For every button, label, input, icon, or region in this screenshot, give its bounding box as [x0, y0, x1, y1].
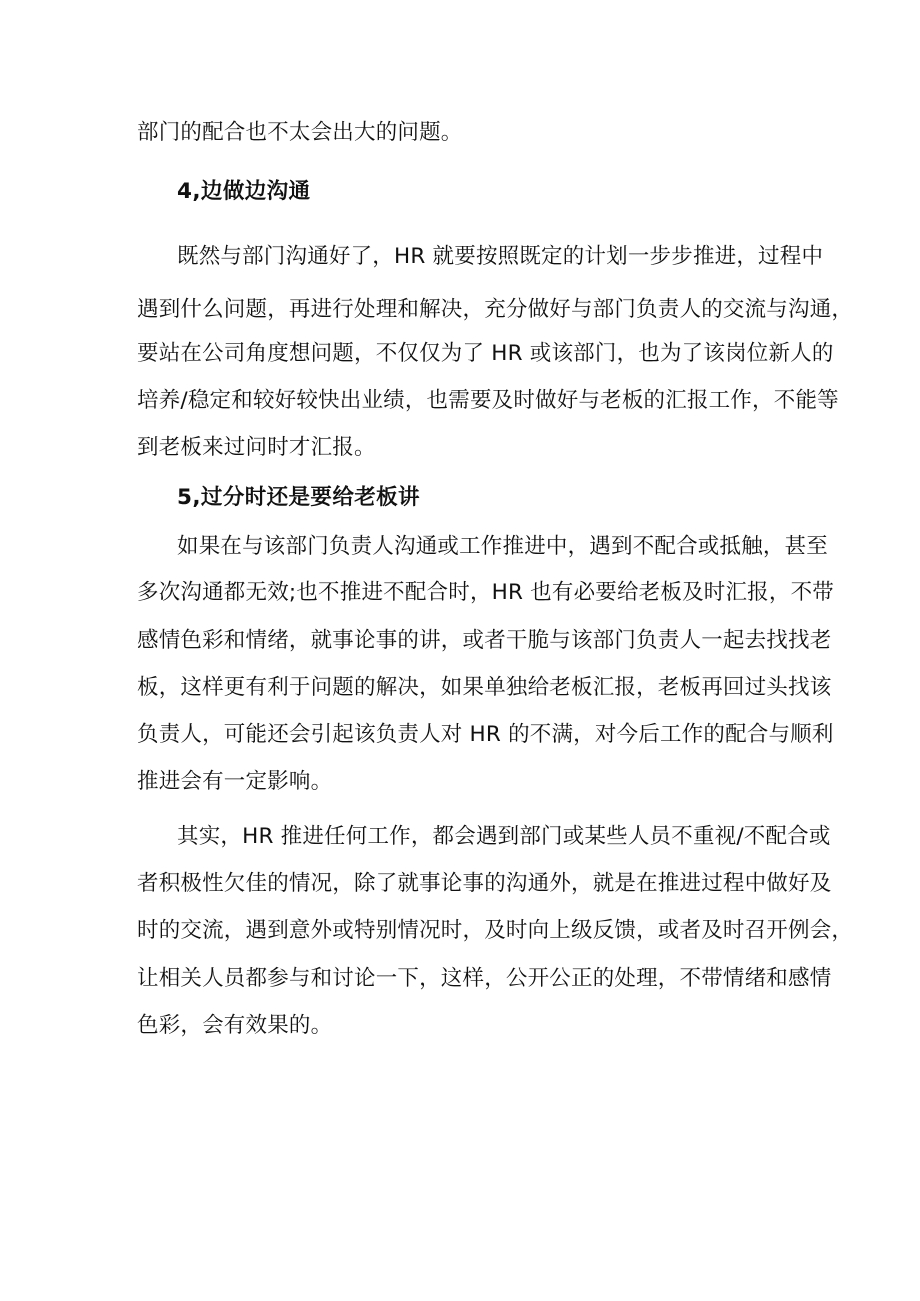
- section-5-paragraph-line: 多次沟通都无效;也不推进不配合时，HR 也有必要给老板及时汇报，不带: [137, 580, 834, 605]
- closing-paragraph-line: 其实，HR 推进任何工作，都会遇到部门或某些人员不重视/不配合或: [177, 824, 831, 849]
- section-4-heading: 4,边做边沟通: [177, 179, 311, 204]
- closing-paragraph-line: 时的交流，遇到意外或特别情况时，及时向上级反馈，或者及时召开例会，: [137, 918, 854, 943]
- section-4-paragraph-line: 到老板来过问时才汇报。: [137, 435, 376, 460]
- section-5-heading: 5,过分时还是要给老板讲: [177, 485, 420, 510]
- section-4-paragraph-line: 既然与部门沟通好了，HR 就要按照既定的计划一步步推进，过程中: [177, 244, 824, 269]
- closing-paragraph-line: 者积极性欠佳的情况，除了就事论事的沟通外，就是在推进过程中做好及: [137, 871, 832, 896]
- section-5-paragraph-line: 推进会有一定影响。: [137, 769, 333, 794]
- section-4-paragraph-line: 要站在公司角度想问题，不仅仅为了 HR 或该部门，也为了该岗位新人的: [137, 341, 834, 366]
- section-5-paragraph-line: 感情色彩和情绪，就事论事的讲，或者干脆与该部门负责人一起去找找老: [137, 628, 832, 653]
- section-4-paragraph-line: 培养/稳定和较好较快出业绩，也需要及时做好与老板的汇报工作，不能等: [137, 388, 839, 413]
- closing-paragraph-line: 色彩，会有效果的。: [137, 1013, 333, 1038]
- section-5-paragraph-line: 如果在与该部门负责人沟通或工作推进中，遇到不配合或抵触，甚至: [177, 534, 829, 559]
- section-4-paragraph-line: 遇到什么问题，再进行处理和解决，充分做好与部门负责人的交流与沟通，: [137, 297, 854, 322]
- intro-paragraph-line: 部门的配合也不太会出大的问题。: [137, 120, 463, 145]
- section-5-paragraph-line: 板，这样更有利于问题的解决，如果单独给老板汇报，老板再回过头找该: [137, 675, 832, 700]
- section-5-paragraph-line: 负责人，可能还会引起该负责人对 HR 的不满，对今后工作的配合与顺利: [137, 722, 834, 747]
- closing-paragraph-line: 让相关人员都参与和讨论一下，这样，公开公正的处理，不带情绪和感情: [137, 966, 832, 991]
